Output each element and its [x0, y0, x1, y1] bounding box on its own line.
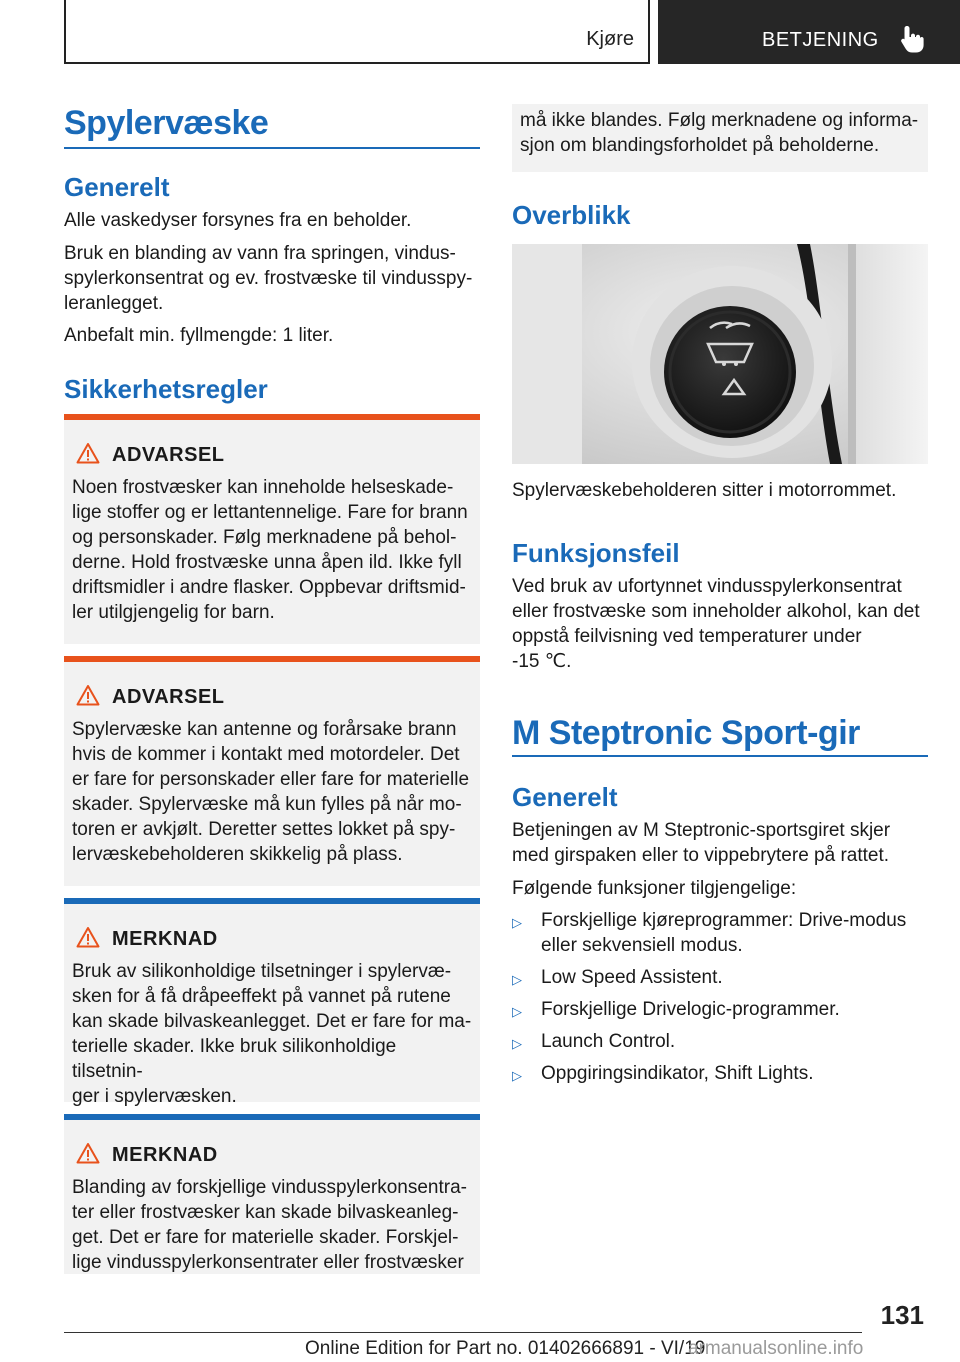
warning-bar	[64, 656, 480, 662]
page-title: Spylervæske	[64, 104, 269, 142]
list-bullet-triangle-icon: ▷	[512, 1068, 522, 1083]
paragraph-line: Betjeningen av M Steptronic-sportsgiret skjer	[512, 820, 891, 841]
footer-rule	[64, 1332, 862, 1333]
section-heading-safety: Sikkerhetsregler	[64, 374, 268, 404]
header-chapter-tab	[64, 0, 650, 64]
notice-title: MERKNAD	[112, 928, 218, 950]
warning-box	[64, 656, 480, 886]
footer-watermark: armanualsonline.info	[688, 1338, 864, 1359]
warning-box	[64, 414, 480, 644]
list-item: ▷ Forskjellige Drivelogic-programmer.	[512, 999, 840, 1020]
warning-title: ADVARSEL	[112, 686, 225, 708]
notice-bar	[64, 1114, 480, 1120]
paragraph-line: med girspaken eller to vippebrytere på rattet.	[512, 845, 890, 866]
list-item: ▷ Low Speed Assistent.	[512, 967, 723, 988]
chapter-title-steptronic: M Steptronic Sport-gir	[512, 714, 860, 752]
list-item: ▷ Forskjellige kjøreprogrammer: Drive-modus eller sekvensiell modus.	[512, 910, 907, 956]
list-bullet-triangle-icon: ▷	[512, 1004, 522, 1019]
list-item: ▷ Oppgiringsindikator, Shift Lights.	[512, 1063, 814, 1084]
paragraph-line: Bruk en blanding av vann fra springen, vindus-	[64, 243, 456, 264]
notice-bar	[64, 898, 480, 904]
washer-cap-illustration	[512, 244, 928, 464]
warning-triangle-icon	[76, 926, 100, 948]
warning-bar	[64, 414, 480, 420]
paragraph-line: spylerkonsentrat og ev. frostvæske til vindusspy-	[64, 268, 473, 289]
paragraph-line: Ved bruk av ufortynnet vindusspylerkonsentrat	[512, 576, 902, 597]
section-heading-overblikk: Overblikk	[512, 200, 631, 230]
photo-caption: Spylervæskebeholderen sitter i motorrommet.	[512, 480, 897, 501]
list-item: ▷ Launch Control.	[512, 1031, 676, 1052]
paragraph-line: Anbefalt min. fyllmengde: 1 liter.	[64, 325, 334, 346]
paragraph-line: -15 ℃.	[512, 651, 572, 672]
notice-box-continued	[512, 104, 928, 172]
title-rule	[512, 755, 928, 757]
notice-box	[64, 898, 480, 1107]
warning-triangle-icon	[76, 1142, 100, 1164]
footer-edition: Online Edition for Part no. 01402666891 - VI/19	[305, 1338, 706, 1359]
notice-text: må ikke blandes. Følg merknadene og informa- sjon om blandingsforholdet på beholderne.	[520, 110, 919, 156]
header-section-label: BETJENING	[762, 29, 879, 51]
notice-box	[64, 1114, 480, 1274]
title-rule	[64, 147, 480, 149]
section-heading-generelt: Generelt	[64, 172, 170, 202]
notice-text: Blanding av forskjellige vindusspylerkonsentra- ter eller frostvæsker kan skade bilvaskeanleg- get. Det er fare for materielle skader. Forskjel- lige vindusspylerkonsentrater eller frostvæsker	[72, 1177, 467, 1273]
warning-triangle-icon	[76, 442, 100, 464]
section-heading-funksjonsfeil: Funksjonsfeil	[512, 538, 680, 568]
paragraph-line: Alle vaskedyser forsynes fra en beholder.	[64, 210, 412, 231]
notice-title: MERKNAD	[112, 1144, 218, 1166]
paragraph-line: oppstå feilvisning ved temperaturer under	[512, 626, 862, 647]
warning-text: Spylervæske kan antenne og forårsake brann hvis de kommer i kontakt med motordeler. Det er fare for personskader eller fare for materielle skader. Spylervæske må kun fylles på når mo- toren er avkjølt. Deretter settes lokket på spy- lervæskebeholderen skikkelig på plass.	[72, 719, 470, 865]
header-chapter-label: Kjøre	[586, 28, 634, 50]
page-number: 131	[880, 1300, 924, 1330]
paragraph-line: eller frostvæske som inneholder alkohol, kan det	[512, 601, 920, 622]
warning-triangle-icon	[76, 684, 100, 706]
warning-title: ADVARSEL	[112, 444, 225, 466]
notice-text: Bruk av silikonholdige tilsetninger i spylervæ- sken for å få dråpeeffekt på vannet på rutene kan skade bilvaskeanlegget. Det er fare for ma- terielle skader. Ikke bruk silikonholdige tilsetnin- ger i spylervæsken.	[72, 961, 472, 1107]
warning-text: Noen frostvæsker kan inneholde helseskade- lige stoffer og er lettantennelige. Fare for brann og personskader. Følg merknadene på behol- derne. Hold frostvæske unna åpen ild. Ikke fyll driftsmidler i andre flasker. Oppbevar driftsmid- ler utilgjengelig for barn.	[72, 477, 468, 623]
washer-reservoir-photo	[512, 244, 928, 464]
paragraph-line: leranlegget.	[64, 293, 164, 314]
list-bullet-triangle-icon: ▷	[512, 915, 522, 930]
paragraph-line: Følgende funksjoner tilgjengelige:	[512, 878, 797, 899]
header-section-tab	[658, 0, 960, 64]
list-bullet-triangle-icon: ▷	[512, 1036, 522, 1051]
hand-pointer-icon	[898, 24, 926, 54]
list-bullet-triangle-icon: ▷	[512, 972, 522, 987]
section-heading-generelt-2: Generelt	[512, 782, 618, 812]
